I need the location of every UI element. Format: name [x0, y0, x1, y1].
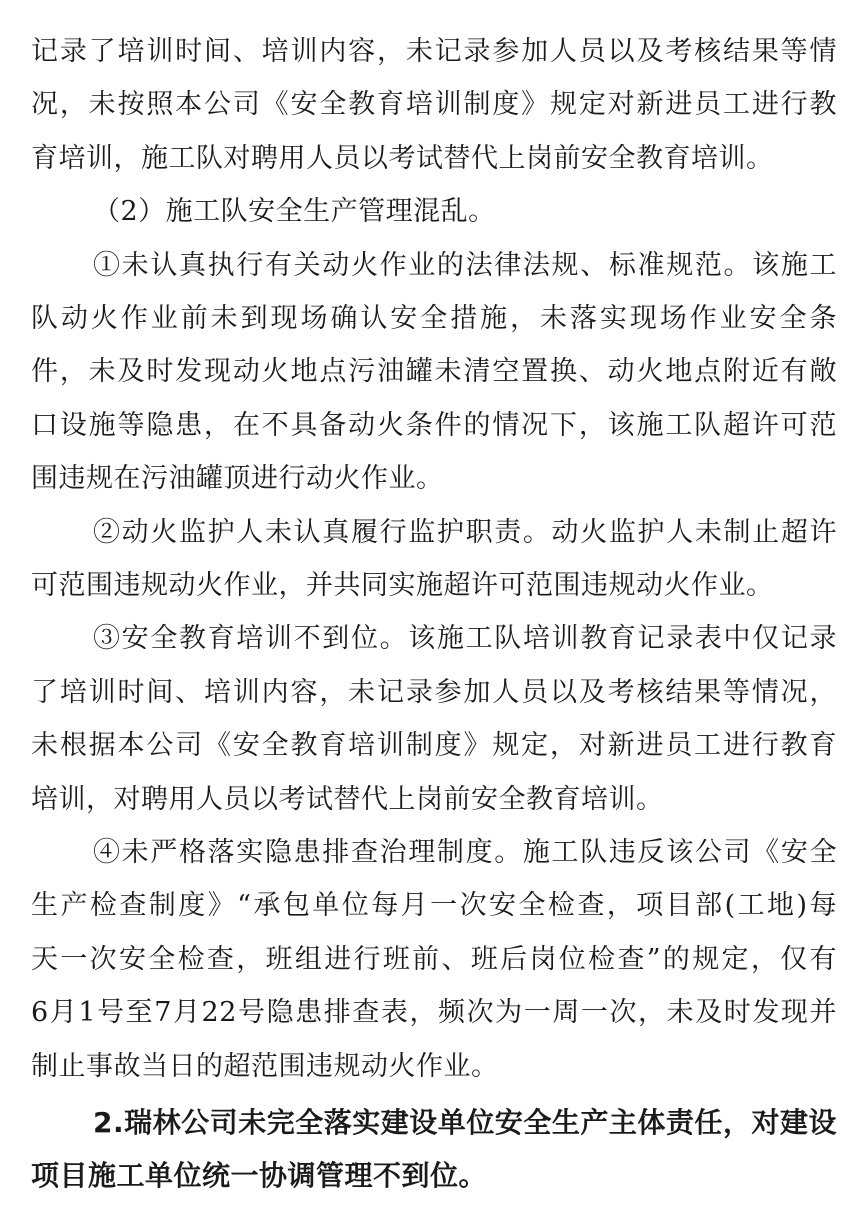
- text-line: 件，未及时发现动火地点污油罐未清空置换、动火地点附近有敞: [31, 356, 837, 387]
- text-line: 记录了培训时间、培训内容，未记录参加人员以及考核结果等情: [31, 36, 837, 67]
- text-line: ④未严格落实隐患排查治理制度。施工队违反该公司《安全: [93, 837, 837, 868]
- text-line: 6月1号至7月22号隐患排查表，频次为一周一次，未及时发现并: [31, 997, 837, 1028]
- text-line: 育培训，施工队对聘用人员以考试替代上岗前安全教育培训。: [31, 143, 774, 174]
- text-line: ②动火监护人未认真履行监护职责。动火监护人未制止超许: [93, 517, 837, 548]
- section-heading: 2.瑞林公司未完全落实建设单位安全生产主体责任，对建设: [93, 1106, 837, 1139]
- text-line: 天一次安全检查，班组进行班前、班后岗位检查”的规定，仅有: [31, 944, 837, 975]
- text-line: 培训，对聘用人员以考试替代上岗前安全教育培训。: [31, 784, 664, 815]
- text-line: 围违规在污油罐顶进行动火作业。: [31, 463, 444, 494]
- text-line: 生产检查制度》“承包单位每月一次安全检查，项目部(工地)每: [31, 890, 837, 921]
- text-line: 制止事故当日的超范围违规动火作业。: [31, 1051, 499, 1082]
- text-line: 队动火作业前未到现场确认安全措施，未落实现场作业安全条: [31, 303, 837, 334]
- text-line: 未根据本公司《安全教育培训制度》规定，对新进员工进行教育: [31, 730, 837, 761]
- section-heading-continuation: 项目施工单位统一协调管理不到位。: [31, 1159, 488, 1192]
- text-line: 了培训时间、培训内容，未记录参加人员以及考核结果等情况，: [31, 677, 837, 708]
- text-line: 口设施等隐患，在不具备动火条件的情况下，该施工队超许可范: [31, 410, 837, 441]
- sub-heading: （2）施工队安全生产管理混乱。: [93, 196, 496, 227]
- text-line: ①未认真执行有关动火作业的法律法规、标准规范。该施工: [93, 250, 837, 281]
- text-line: ③安全教育培训不到位。该施工队培训教育记录表中仅记录: [93, 623, 837, 654]
- text-line: 况，未按照本公司《安全教育培训制度》规定对新进员工进行教: [31, 89, 837, 120]
- text-line: 可范围违规动火作业，并共同实施超许可范围违规动火作业。: [31, 570, 774, 601]
